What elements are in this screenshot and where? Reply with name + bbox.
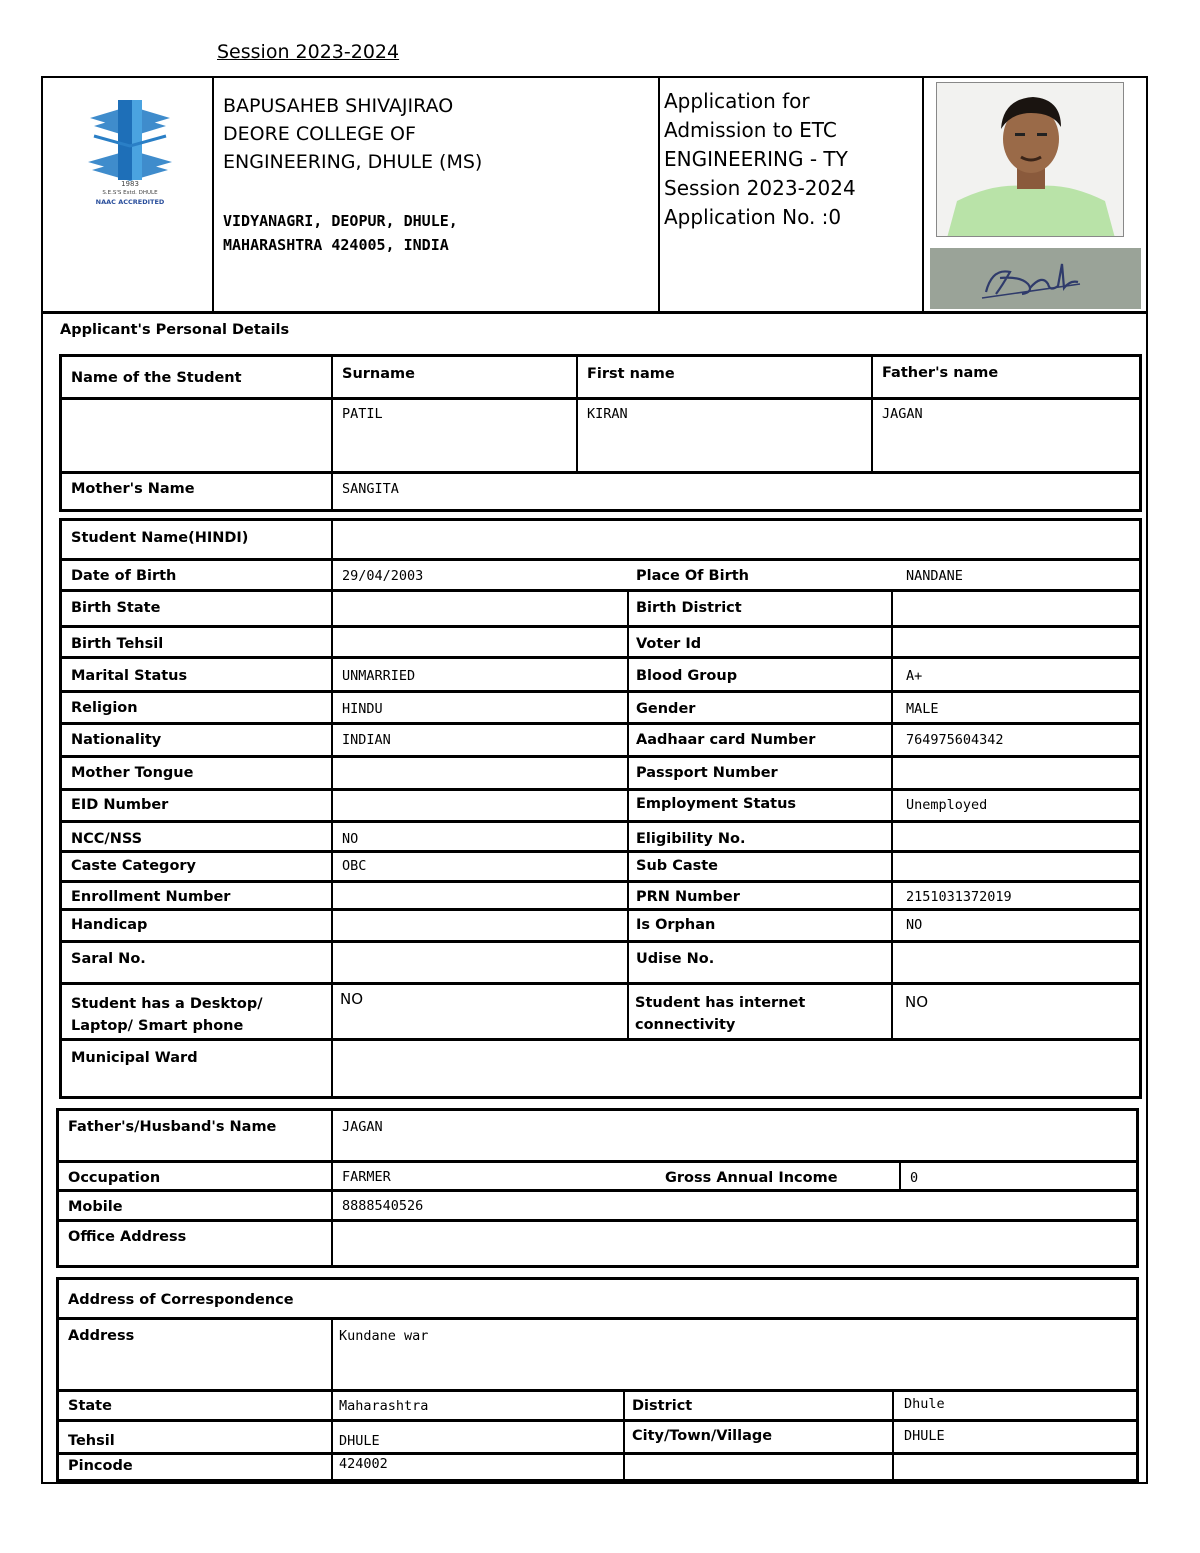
- internet-label-line: Student has internet: [635, 995, 806, 1011]
- orphan-value: NO: [906, 917, 923, 933]
- handicap-label: Handicap: [71, 917, 148, 933]
- firstname-header: First name: [587, 366, 675, 382]
- district-value: Dhule: [904, 1396, 945, 1412]
- city-label: City/Town/Village: [632, 1428, 773, 1444]
- row-divider: [59, 1038, 1142, 1041]
- occupation-label: Occupation: [68, 1170, 161, 1186]
- internet-label: [635, 992, 805, 1036]
- blood-group-value: A+: [906, 668, 923, 684]
- desktop-label-line: Student has a Desktop/: [71, 996, 263, 1012]
- district-label: District: [632, 1398, 693, 1414]
- passport-label: Passport Number: [636, 765, 778, 781]
- nationality-value: INDIAN: [342, 732, 391, 748]
- employment-label: Employment Status: [636, 796, 797, 812]
- pincode-value: 424002: [339, 1456, 388, 1472]
- fathername-value: JAGAN: [882, 406, 923, 422]
- address-label: Address: [68, 1328, 135, 1344]
- desktop-label-line: Laptop/ Smart phone: [71, 1018, 244, 1034]
- row-divider: [56, 1389, 1139, 1392]
- row-divider: [59, 625, 1142, 628]
- session-title: Session 2023-2024: [217, 41, 400, 63]
- application-number: Application No. :0: [664, 205, 842, 229]
- logo-naac: NAAC ACCREDITED: [95, 198, 165, 206]
- ward-label: Municipal Ward: [71, 1050, 198, 1066]
- udise-label: Udise No.: [636, 951, 715, 967]
- row-divider: [56, 1160, 1139, 1163]
- internet-label-line: connectivity: [635, 1017, 736, 1033]
- gender-value: MALE: [906, 701, 939, 717]
- eid-label: EID Number: [71, 797, 169, 813]
- tehsil-value: DHULE: [339, 1433, 380, 1449]
- caste-value: OBC: [342, 858, 367, 874]
- income-value: 0: [910, 1170, 919, 1186]
- correspondence-title: Address of Correspondence: [68, 1292, 294, 1308]
- row-divider: [59, 908, 1142, 911]
- college-name-line: DEORE COLLEGE OF: [223, 123, 416, 145]
- eligibility-label: Eligibility No.: [636, 831, 746, 847]
- fathername-header: Father's name: [882, 365, 999, 381]
- father-name-value: JAGAN: [342, 1119, 383, 1135]
- sub-caste-label: Sub Caste: [636, 858, 719, 874]
- mobile-label: Mobile: [68, 1199, 123, 1215]
- row-divider: [59, 690, 1142, 693]
- header-col-divider: [922, 76, 924, 312]
- row-divider: [59, 940, 1142, 943]
- nationality-label: Nationality: [71, 732, 162, 748]
- prn-value: 2151031372019: [906, 889, 1012, 905]
- prn-label: PRN Number: [636, 889, 740, 905]
- hindi-name-label: Student Name(HINDI): [71, 530, 249, 546]
- row-divider: [56, 1419, 1139, 1422]
- application-line: ENGINEERING - TY: [664, 147, 848, 171]
- aadhaar-value: 764975604342: [906, 732, 1004, 748]
- college-address-line: MAHARASHTRA 424005, INDIA: [223, 236, 449, 254]
- row-divider: [56, 1189, 1139, 1192]
- dob-value: 29/04/2003: [342, 568, 424, 584]
- row-divider: [59, 820, 1142, 823]
- tehsil-label: Tehsil: [68, 1433, 115, 1449]
- student-photo: [936, 82, 1124, 237]
- employment-value: Unemployed: [906, 797, 988, 813]
- birth-tehsil-label: Birth Tehsil: [71, 636, 164, 652]
- college-logo: [80, 96, 180, 211]
- enrollment-label: Enrollment Number: [71, 889, 231, 905]
- row-divider: [59, 788, 1142, 791]
- office-address-label: Office Address: [68, 1229, 187, 1245]
- caste-label: Caste Category: [71, 858, 197, 874]
- col-divider: [871, 354, 873, 472]
- orphan-label: Is Orphan: [636, 917, 716, 933]
- row-divider: [59, 982, 1142, 985]
- personal-section-title: Applicant's Personal Details: [60, 322, 290, 338]
- row-divider: [56, 1219, 1139, 1222]
- ncc-nss-value: NO: [342, 831, 359, 847]
- voter-id-label: Voter Id: [636, 636, 702, 652]
- row-divider: [59, 850, 1142, 853]
- row-divider: [59, 722, 1142, 725]
- college-name-line: ENGINEERING, DHULE (MS): [223, 151, 483, 173]
- row-divider: [56, 1452, 1139, 1455]
- name-label: Name of the Student: [71, 370, 242, 386]
- internet-value: NO: [905, 993, 929, 1011]
- ncc-nss-label: NCC/NSS: [71, 831, 143, 847]
- col-divider: [892, 1389, 894, 1482]
- col-divider: [899, 1160, 901, 1190]
- header-col-divider: [212, 76, 214, 312]
- state-value: Maharashtra: [339, 1398, 429, 1414]
- logo-year: 1983: [121, 180, 139, 188]
- religion-label: Religion: [71, 700, 138, 716]
- header-col-divider: [658, 76, 660, 312]
- saral-label: Saral No.: [71, 951, 146, 967]
- application-line: Application for: [664, 89, 810, 113]
- birth-state-label: Birth State: [71, 600, 161, 616]
- state-label: State: [68, 1398, 112, 1414]
- mother-value: SANGITA: [342, 481, 399, 497]
- religion-value: HINDU: [342, 701, 383, 717]
- row-divider: [59, 880, 1142, 883]
- pincode-label: Pincode: [68, 1458, 133, 1474]
- row-divider: [59, 471, 1142, 474]
- city-value: DHULE: [904, 1428, 945, 1444]
- college-name: [223, 92, 653, 176]
- row-divider: [59, 397, 1142, 400]
- header-divider: [41, 311, 1148, 314]
- mother-label: Mother's Name: [71, 481, 195, 497]
- aadhaar-label: Aadhaar card Number: [636, 732, 816, 748]
- birth-district-label: Birth District: [636, 600, 742, 616]
- row-divider: [56, 1317, 1139, 1320]
- row-divider: [59, 755, 1142, 758]
- row-divider: [59, 558, 1142, 561]
- birth-place-value: NANDANE: [906, 568, 963, 584]
- father-name-label: Father's/Husband's Name: [68, 1119, 277, 1135]
- blood-group-label: Blood Group: [636, 668, 738, 684]
- gender-label: Gender: [636, 701, 696, 717]
- col-divider: [331, 1108, 333, 1268]
- mother-tongue-label: Mother Tongue: [71, 765, 194, 781]
- col-divider: [623, 1389, 625, 1482]
- desktop-value: NO: [340, 990, 364, 1008]
- surname-value: PATIL: [342, 406, 383, 422]
- col-divider: [331, 354, 333, 512]
- mobile-value: 8888540526: [342, 1198, 424, 1214]
- income-label: Gross Annual Income: [665, 1170, 838, 1186]
- college-address-line: VIDYANAGRI, DEOPUR, DHULE,: [223, 212, 458, 230]
- college-name-line: BAPUSAHEB SHIVAJIRAO: [223, 95, 454, 117]
- row-divider: [59, 589, 1142, 592]
- surname-header: Surname: [342, 366, 415, 382]
- birth-place-label: Place Of Birth: [636, 568, 749, 584]
- student-signature: [930, 248, 1141, 309]
- marital-status-label: Marital Status: [71, 668, 188, 684]
- application-line: Session 2023-2024: [664, 176, 856, 200]
- col-divider: [331, 1317, 333, 1482]
- desktop-label: [71, 993, 263, 1037]
- college-address: [223, 209, 653, 257]
- firstname-value: KIRAN: [587, 406, 628, 422]
- marital-status-value: UNMARRIED: [342, 668, 416, 684]
- occupation-value: FARMER: [342, 1169, 391, 1185]
- col-divider: [331, 518, 333, 1099]
- address-value: Kundane war: [339, 1328, 429, 1344]
- dob-label: Date of Birth: [71, 568, 177, 584]
- col-divider: [576, 354, 578, 472]
- logo-arc-text: S.E.S'S Estd. DHULE: [102, 190, 158, 196]
- row-divider: [59, 656, 1142, 659]
- application-title: [664, 87, 919, 232]
- application-line: Admission to ETC: [664, 118, 837, 142]
